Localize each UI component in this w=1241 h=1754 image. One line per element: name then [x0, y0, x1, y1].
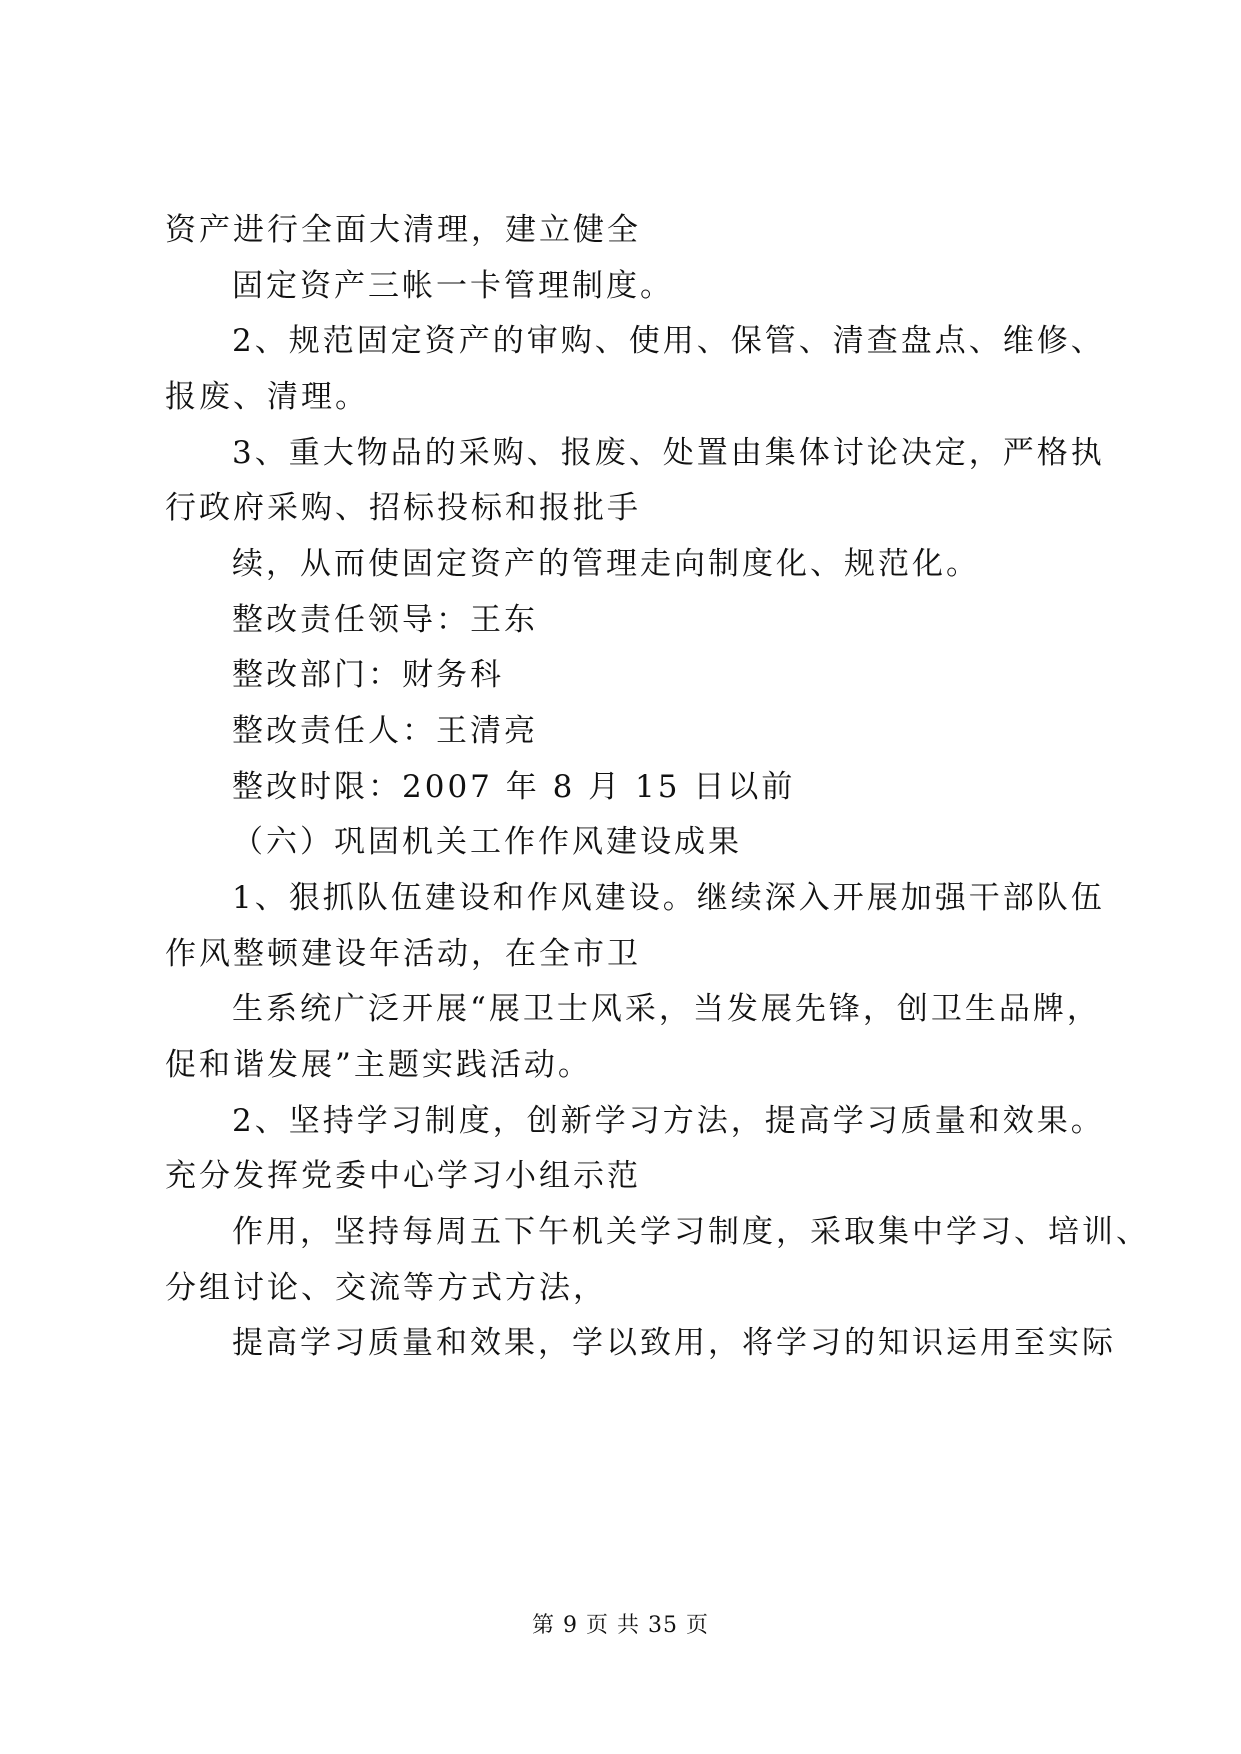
text-line-17: 2、坚持学习制度，创新学习方法，提高学习质量和效果。 — [232, 1103, 1105, 1139]
section-heading: （六）巩固机关工作作风建设成果 — [232, 824, 742, 860]
text-line-11: 整改时限：2007 年 8 月 15 日以前 — [232, 769, 796, 805]
text-line-2: 固定资产三帐一卡管理制度。 — [232, 268, 674, 304]
text-line-10: 整改责任人：王清亮 — [232, 713, 538, 749]
text-line-20: 分组讨论、交流等方式方法， — [165, 1270, 607, 1306]
text-line-1: 资产进行全面大清理，建立健全 — [165, 212, 641, 248]
text-line-7: 续，从而使固定资产的管理走向制度化、规范化。 — [232, 546, 980, 582]
page-number-footer: 第 9 页 共 35 页 — [532, 1613, 709, 1638]
text-line-14: 作风整顿建设年活动，在全市卫 — [165, 936, 641, 972]
text-line-18: 充分发挥党委中心学习小组示范 — [165, 1158, 641, 1194]
text-line-5: 3、重大物品的采购、报废、处置由集体讨论决定，严格执 — [232, 435, 1105, 471]
text-line-9: 整改部门：财务科 — [232, 657, 504, 693]
text-line-21: 提高学习质量和效果，学以致用，将学习的知识运用至实际 — [232, 1325, 1116, 1361]
text-line-16: 促和谐发展”主题实践活动。 — [165, 1047, 592, 1083]
text-line-4: 报废、清理。 — [165, 379, 369, 415]
text-line-8: 整改责任领导：王东 — [232, 602, 538, 638]
text-line-15: 生系统广泛开展“展卫士风采，当发展先锋，创卫生品牌， — [232, 991, 1101, 1027]
text-line-3: 2、规范固定资产的审购、使用、保管、清查盘点、维修、 — [232, 323, 1105, 359]
text-line-19: 作用，坚持每周五下午机关学习制度，采取集中学习、培训、 — [232, 1214, 1150, 1250]
text-line-6: 行政府采购、招标投标和报批手 — [165, 490, 641, 526]
text-line-13: 1、狠抓队伍建设和作风建设。继续深入开展加强干部队伍 — [232, 880, 1105, 916]
